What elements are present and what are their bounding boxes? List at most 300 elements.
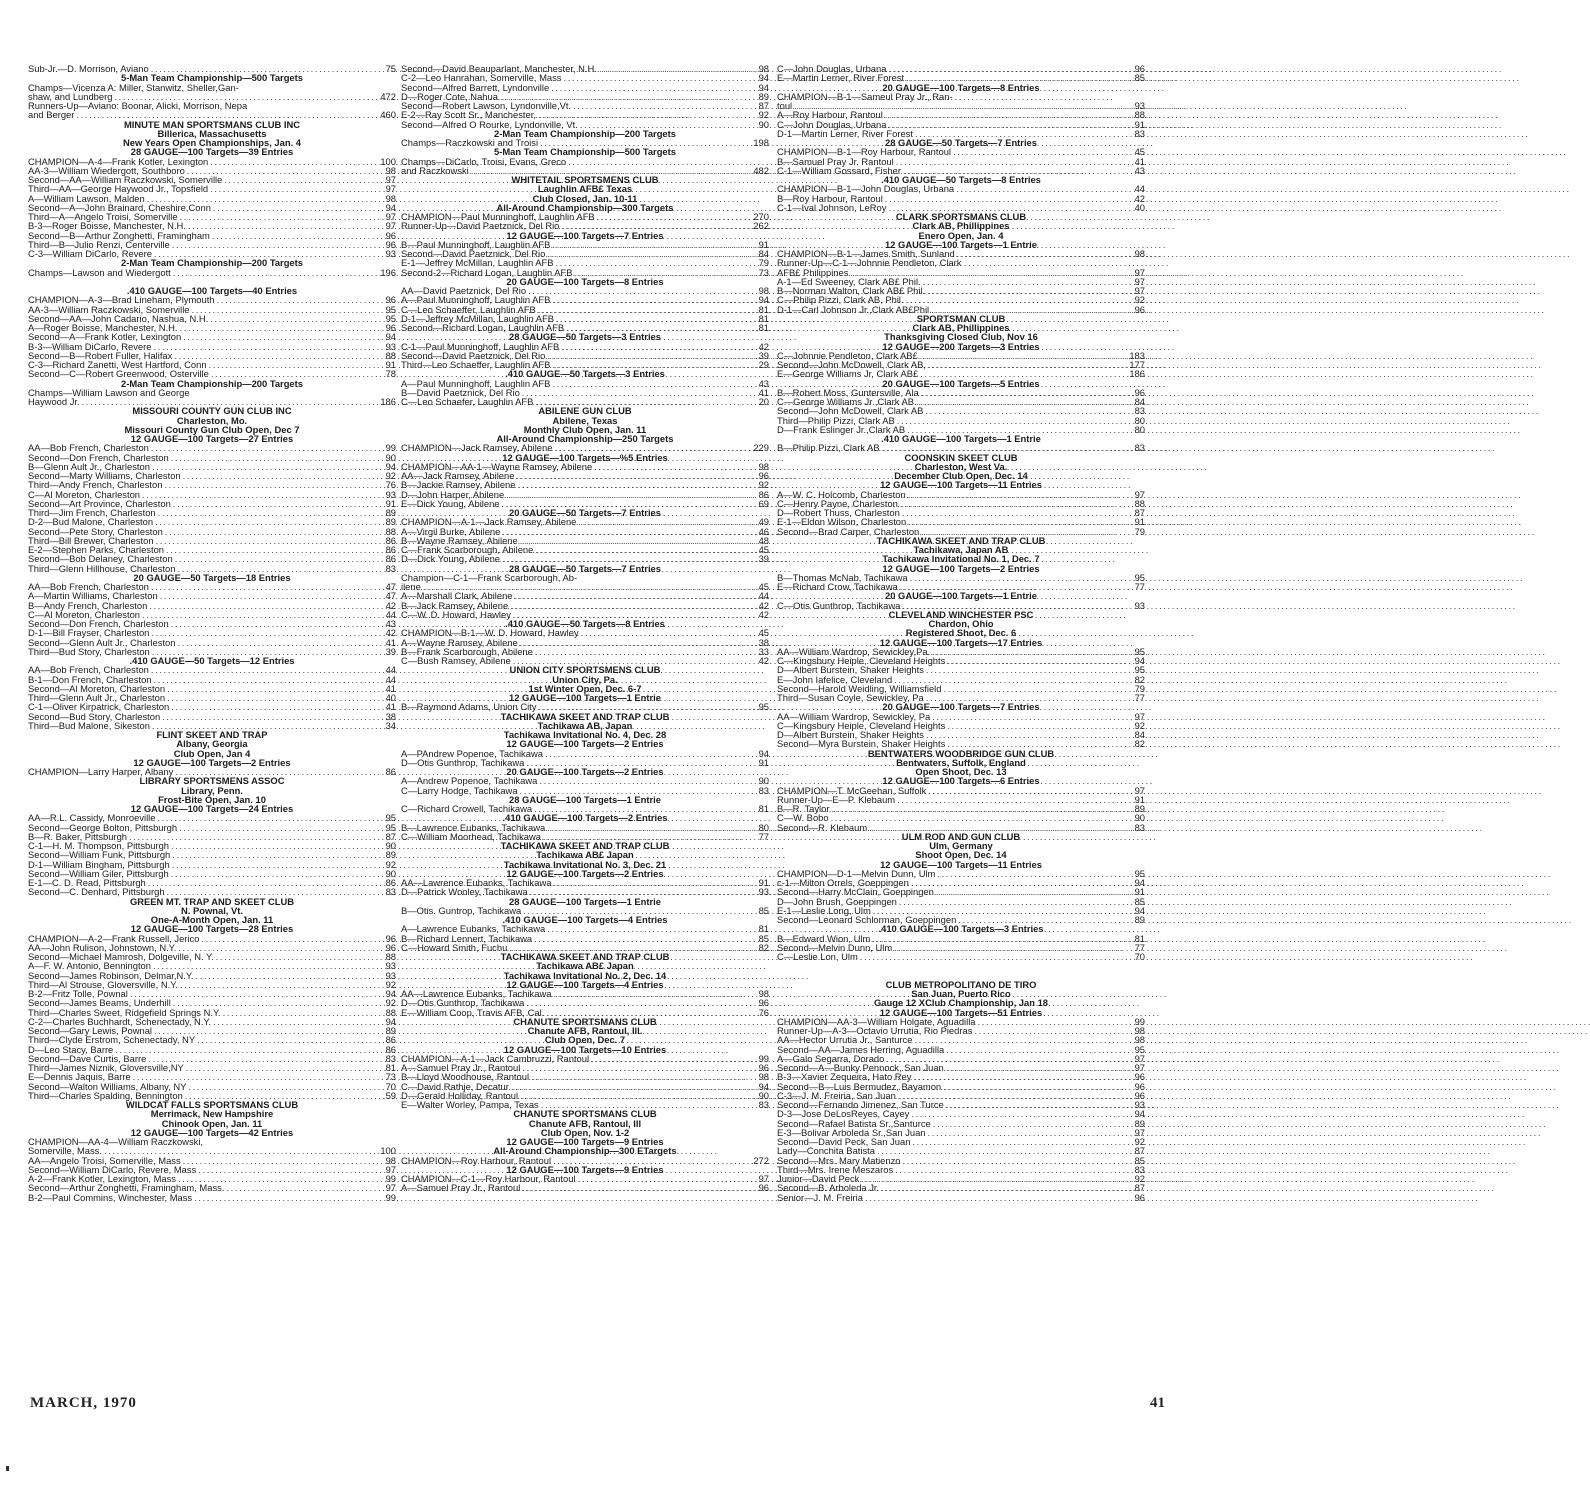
heading-text: Club Open, Dec. 7 [544,1034,626,1046]
heading-text: All-Around Championship—300 Targets [496,201,674,213]
entry-name: Third—Glenn Hillhouse, Charleston [28,562,176,574]
entry-score: 89 [1134,803,1145,814]
entry-score: 97 [1134,710,1145,722]
entry-score: 96 [1134,1080,1145,1092]
entry-score: 93 [385,969,396,981]
entry-name: B-3—Roger Boisse, Manchester, N.H. [28,220,186,232]
entry-name: Champs—William Lawson and George [28,386,190,398]
heading-text: 12 GAUGE—200 Targets—3 Entries [882,340,1040,352]
entry-name: Third—James Niznik, Gloversville,NY [28,1062,184,1073]
entry-name: CHAMPION—Larry Harper, Albany [28,766,174,777]
entry-name: CHAMPION—Jack Ramsey, Abilene [401,442,553,454]
entry-name: Third—Charles Sweet, Ridgefield Springs N.Y. [28,1006,221,1018]
entry-score: 95 [1134,664,1145,676]
entry-score: 85 [1134,72,1145,84]
heading-text: SPORTSMAN CLUB [916,312,1006,324]
entry-name: B-3—Xavier Zequeira, Hato Rey [777,1071,912,1083]
entry-score: 92 [758,479,769,491]
entry-name: C—Howard Smith, Fuchu [401,941,508,953]
entry-name: D-2—Bud Malone, Charleston [28,516,154,528]
entry-name: Second—C—Robert Greenwood, Osterville [28,368,209,380]
entry-name: D—John Brush, Goeppingen [777,895,897,907]
entry-name: Second—Mrs. Mary Matienzo [777,1154,901,1166]
entry-score: 94 [385,201,396,213]
entry-score: 88 [385,951,396,962]
entry-score: 94 [385,1015,396,1027]
entry-score: 186 [380,396,396,407]
heading-text: 28 GAUGE—50 Targets—3 Entries [509,331,661,343]
entry-name: E-1—Jeffrey McMillan, Laughlin AFB [401,257,554,269]
entry-name: A—Lawrence Eubanks, Tachikawa [401,923,546,935]
heading-text: BENTWATERS WOODBRIDGE GUN CLUB [867,747,1055,759]
entry-score: 95 [385,312,396,324]
entry-name: Second—Arthur Zonghetti, Framingham, Mass. [28,1182,225,1194]
entry-score: 97 [385,220,396,232]
entry-score: 99 [758,1052,769,1064]
entry-score: 96 [385,229,396,241]
entry-score: 94 [758,1080,769,1092]
entry-score: 96 [1134,1191,1145,1203]
entry-score: 45 [1134,146,1145,158]
entry-score: 43 [385,618,396,629]
entry-score: 92 [1134,1173,1145,1184]
entry-name: C-1—William Gossard, Fisher [777,164,901,176]
entry-score: 91 [1134,886,1145,898]
entry-name: E-2—Ray Scott Sr., Manchester, [401,109,536,121]
entry-name: Second—Marty Williams, Charleston [28,470,181,481]
entry-name: Third—Glenn Ault Jr., Charleston [28,692,166,703]
entry-score: 94 [1134,655,1145,666]
entry-name: Third—A—Angelo Troisi, Somerville [28,211,178,222]
entry-name: Second—Pete Story, Charleston [28,525,163,537]
entry-name: Second—Leonard Schlorman, Goeppingen [777,914,957,925]
entry-score: 89 [385,1025,396,1036]
entry-score: 92 [385,978,396,990]
heading-text: GREEN MT. TRAP AND SKEET CLUB [129,895,295,907]
entry-score: 95 [385,812,396,824]
heading-text: Club Closed, Jan. 10-11 [532,192,638,204]
entry-name: C—Kingsbury Heiple, Cleveland Heights [777,655,946,666]
entry-name: Third—Charles Spalding, Bennington [28,1089,183,1101]
entry-score: 41 [758,386,769,398]
entry-name: B—Edward Wion, Ulm [777,932,871,944]
entry-name: CHAMPION—B-1—W. D. Howard, Hawley [401,627,579,639]
entry-name: B—Paul Munninghoff, Laughlin AFB [401,238,551,250]
entry-score: 90 [385,840,396,851]
entry-score: 86 [385,534,396,546]
entry-score: 78 [385,368,396,380]
entry-name: AA—John Rulison, Johnstown, N.Y. [28,941,177,953]
entry-score: 42 [758,655,769,666]
entry-score: 96 [385,322,396,333]
entry-score: 83 [385,562,396,574]
heading-text: 5-Man Team Championship—500 Targets [121,72,303,84]
entry-score: 97 [1134,784,1145,796]
entry-name: CHAMPION—Paul Munninghoff, Laughlin AFB [401,211,595,222]
entry-name: D—Patrick Wooley, Tachikawa [401,886,528,898]
entry-score: 99 [385,1191,396,1203]
entry-name: B—Philip Pizzi, Clark AB [777,442,880,454]
entry-score: 96 [1134,63,1145,74]
entry-name: shaw, and Lundberg [28,90,113,102]
entry-score: 196 [380,266,396,278]
entry-score: 81 [758,312,769,324]
entry-score: 91 [758,877,769,888]
entry-name: Second—Rafael Batista Sr.,Santurce [777,1117,931,1129]
entry-score: 91 [1134,516,1145,528]
heading-text: N. Pownal, Vt. [181,904,243,916]
entry-score: 92 [385,997,396,1009]
heading-text: 5-Man Team Championship—500 Targets [494,146,676,158]
entry-name: Second—Glenn Ault Jr., Charleston [28,636,176,648]
entry-name: AA—William Wardrop, Sewickley, Pa [777,710,931,722]
entry-score: 87 [1134,1145,1145,1157]
entry-score: 38 [758,636,769,648]
entry-name: and Raczkowski [401,164,469,176]
entry-name: B—Frank Scarborough, Abilene [401,645,533,657]
entry-score: 43 [1134,164,1145,176]
entry-name: E-1—Leslie Long, Ulm [777,904,871,916]
entry-name: C—David Rathje, Decatur [401,1080,509,1092]
entry-score: 39 [758,349,769,361]
entry-name: B—David Paetznick, Del Rio [401,386,520,398]
entry-score: 100 [380,1145,396,1157]
heading-text: Billerica, Massachusetts [157,127,267,139]
entry-score: 93 [1134,599,1145,611]
heading-text: Tachikawa Invitational No. 3, Dec. 21 [503,858,667,870]
entry-score: 89 [385,849,396,861]
result-entry [401,1183,769,1192]
entry-name: B—Otis. Guntrop, Tachikawa [401,904,522,916]
entry-score: 99 [385,1173,396,1184]
heading-text: 12 GAUGE—100 Targets—28 Entries [130,923,294,935]
entry-score: 93 [1134,100,1145,111]
dot-leader [194,1193,372,1202]
entry-score: 97 [385,1182,396,1194]
entry-score: 42 [385,599,396,611]
entry-name: Second—Myra Burstein, Shaker Heights [777,738,946,750]
entry-score: 86 [385,1034,396,1046]
entry-name: Second—Brad Carper, Charleston [777,525,920,537]
entry-name: C-2—Charles Buchhardt, Schenectady, N.Y. [28,1015,212,1027]
entry-score: 84 [1134,729,1145,740]
entry-score: 95 [1134,645,1145,657]
heading-text: Shoot Open, Dec. 14 [915,849,1007,861]
entry-name: B—Richard Lennert, Tachikawa [401,932,533,944]
entry-name: Second—David Beauparlant, Manchester, N.H. [401,63,597,74]
entry-score: 41 [1134,155,1145,167]
heading-text: 2-Man Team Championship—200 Targets [121,257,303,269]
dot-leader [860,952,1121,961]
entry-name: Champs—DiCarlo, Troisi, Evans, Greco [401,155,567,167]
heading-text: Chanute AFB, Rantoul, Ill. [527,1025,643,1036]
entry-name: Champs—Vicenza A: Miller, Stanwitz, Sheller,Gan- [28,81,239,93]
entry-name: AA-3—William Wiedergott, Southboro [28,164,185,176]
entry-name: B—Roy Harbour, Rantoul [777,192,883,204]
entry-score: 81 [1134,932,1145,944]
entry-name: Third—Bud Story, Charleston [28,645,150,657]
entry-name: D—Robert Thuss, Charleston [777,507,900,518]
entry-name: E—Richard Crow, Tachikawa [777,581,898,592]
heading-text: Clark AB, Phillippines [912,220,1010,232]
heading-text: 12 GAUGE—100 Targets—2 Entries [506,738,664,750]
entry-name: Second—William Funk, Pittsburgh [28,849,171,861]
entry-score: 96 [758,470,769,481]
entry-score: 77 [758,830,769,842]
entry-name: Third—Al Strouse, Gloversville, N.Y. [28,978,178,990]
entry-name: Sub-Jr.—D. Morrison, Aviano [28,63,149,74]
entry-score: 86 [385,877,396,888]
entry-score: 45 [758,544,769,555]
heading-text: 12 GAUGE—100 Targets—9 Entries [506,1136,664,1147]
result-entry [28,1193,396,1202]
entry-name: C—W. Bobo [777,812,829,824]
entry-name: A—Roy Harbour, Rantoul [777,109,883,121]
entry-score: 44 [758,590,769,602]
entry-name: D—Dick Young, Abilene [401,553,501,565]
entry-score: 92 [1134,719,1145,731]
entry-score: 95 [1134,571,1145,583]
entry-name: B—Raymond Adams, Union City [401,701,537,713]
entry-name: Second—Fernando Jimenez, San Turce [777,1099,944,1110]
entry-name: E—Walter Worley, Pampa, Texas [401,1099,539,1110]
entry-name: c-1—Milton Orrels, Goeppingen [777,877,909,888]
entry-score: 87 [1134,1182,1145,1194]
entry-name: CHAMPION—A-1—Jack Ramsey, Abilene [401,516,577,528]
entry-score: 97 [385,174,396,185]
entry-score: 98 [758,460,769,472]
entry-score: 86 [758,488,769,500]
entry-score: 86 [385,553,396,565]
entry-score: 96 [385,941,396,953]
entry-score: 42 [1134,192,1145,204]
heading-text: 12 GAUGE—100 Targets—10 Entries [503,1043,667,1055]
entry-name: D—Leo Stacy, Barre [28,1043,114,1055]
entry-name: B—Norman Walton, Clark AB£ Phil. [777,285,926,296]
entry-name: Second—AA—William Raczkowski, Somerville [28,174,223,185]
entry-name: E-3—Bolivar Arboleda Sr.,San Juan [777,1126,926,1138]
entry-score: 100 [380,155,396,167]
heading-text: Club Open, Jan 4 [173,747,251,759]
entry-name: B-1—Don French, Charleston [28,673,152,685]
entry-score: 82 [1134,738,1145,750]
entry-name: C—Al Moreton, Charleston [28,608,141,620]
entry-name: Second—William Giler, Pittsburgh [28,867,169,879]
entry-name: E-1—Eldon Wilson, Charleston [777,516,907,528]
heading-text: Tachikawa Invitational No. 4, Dec. 28 [503,729,667,740]
entry-score: 94 [385,988,396,999]
entry-name: Third—Bill Brewer, Charleston [28,534,154,546]
entry-score: 44 [385,608,396,620]
entry-name: E—George Williams Jr, Clark AB£ [777,368,919,380]
entry-name: CHAMPION—D-1—Melvin Dunn, Ulm [777,867,936,879]
entry-score: 88 [1134,497,1145,509]
entry-name: C—Frank Scarborough, Abilene [401,544,534,555]
heading-text: Tachikawa AB, Japan [537,719,633,731]
entry-score: 83 [385,886,396,898]
heading-text: 28 GAUGE—50 Targets—7 Entries [885,137,1037,148]
heading-text: Tachikawa AB£ Japan [536,849,634,861]
heading-text: One-A-Month Open, Jan. 11 [150,914,274,925]
entry-name: Third—Mrs. Irene Meszaros [777,1163,894,1175]
dot-leader [957,249,1121,258]
entry-name: Third—Clyde Erstrom, Schenectady, NY [28,1034,196,1046]
margin-mark [6,1466,9,1471]
entry-name: B—Jack Ramsey, Abilene [401,599,509,611]
heading-text: Tachikawa, Japan AB [913,544,1009,555]
entry-name: AA—Jack Ramsey, Abilene [401,470,515,481]
entry-name: CHAMPION—A-1—Jack Cambruzzi, Rantoul [401,1052,590,1064]
entry-name: A—Andrew Popenoe, Tachikawa [401,775,538,787]
entry-score: 98 [1134,1025,1145,1036]
entry-score: 93 [385,488,396,500]
heading-text: CHANUTE SPORTSMANS CLUB [513,1015,657,1027]
heading-text: New Years Open Championships, Jan. 4 [122,137,301,148]
entry-score: 472 [380,90,396,102]
heading-text: Tachikawa Invitational No. 1, Dec. 7 [882,553,1040,565]
entry-name: AA—R.L. Cassidy, Monroeville [28,812,156,824]
entry-score: 39 [758,553,769,565]
entry-name: AA—William Wardrop, Sewickley,Pa. [777,645,931,657]
entry-name: Third—Jim French, Charleston [28,507,156,518]
page-number: 41 [1150,1395,1165,1411]
entry-score: 93 [1134,1099,1145,1110]
entry-name: C—Kingsbury Heiple, Cleveland Heights [777,719,946,731]
heading-text: 12 GAUGE—100 Targets—11 Entries [880,858,1042,870]
entry-name: Second—Gary Lewis, Pownal [28,1025,153,1036]
heading-text: Enero Open, Jan. 4 [918,229,1004,241]
entry-score: 41 [385,701,396,713]
heading-text: WILDCAT FALLS SPORTSMANS CLUB [125,1099,299,1110]
entry-score: 95 [758,701,769,713]
entry-name: C—Leslie Lon, Ulm [777,951,858,962]
entry-score: 81 [758,303,769,315]
entry-score: 46 [758,525,769,537]
entry-score: 85 [1134,895,1145,907]
entry-name: C—William Moorhead, Tachikawa [401,830,541,842]
entry-name: ilene [401,581,421,592]
entry-score: 48 [758,534,769,546]
entry-name: D—Otis Gunthrop, Tachikawa [401,756,525,768]
entry-score: 79 [758,257,769,269]
heading-text: Albany, Georgia [176,738,248,750]
result-entry [28,268,396,277]
entry-name: D—John Harper, Abilene [401,488,505,500]
entry-name: D—Otis Gunthrop, Tachikawa [401,997,525,1009]
entry-name: CHAMPION—AA-3—William Holgate, Aguadilla [777,1015,976,1027]
entry-name: Third—AA—George Haywood Jr., Topsfield [28,183,209,195]
entry-name: A—Paul Munninghoff, Laughlin AFB [401,294,551,306]
heading-text: 12 GAUGE—100 Targets—2 Entries [882,562,1040,574]
entry-score: 40 [1134,201,1145,213]
entry-score: 97 [1134,285,1145,296]
entry-score: 41 [385,636,396,648]
entry-score: 91 [758,238,769,250]
blank-line [777,961,1145,970]
heading-text: Tachikawa Invitational No. 2, Dec. 14 [503,969,667,981]
entry-score: 41 [385,682,396,694]
entry-name: Third—Susan Coyle, Sewickley, Pa [777,692,924,703]
entry-name: Second—B—Luis Bermudez, Bayamon [777,1080,942,1092]
entry-score: 33 [758,645,769,657]
heading-text: Abilene, Texas [552,414,618,426]
heading-text: Thanksgiving Closed Club, Nov 16 [884,331,1038,343]
entry-name: Second—A—Bunky Pennock, San Juan [777,1062,944,1073]
entry-score: 44 [1134,183,1145,195]
entry-name: A—Paul Munninghoff, Laughlin AFB [401,377,551,389]
entry-name: C—W. D. Howard, Hawley [401,608,511,620]
entry-name: E—William Coop, Travis AFB, Cal. [401,1006,545,1018]
entry-score: 98 [1134,1034,1145,1046]
entry-score: 91 [385,359,396,370]
entry-name: CHAMPION—B-1—Roy Harbour, Rantoul [777,146,952,158]
entry-score: 97 [1134,1126,1145,1138]
entry-score: 99 [1134,1015,1145,1027]
entry-score: 88 [385,349,396,361]
entry-name: D-1—William Bingham, Pittsburgh [28,858,170,870]
entry-name: Second—David Paetznick, Del Rio [401,248,546,259]
entry-name: AA—David Paetznick, Del Rio [401,285,527,296]
entry-name: D—Albert Burstein, Shaker Heights [777,729,924,740]
entry-name: B—Lawrence Eubanks, Tachikawa [401,821,546,833]
entry-name: Runner-Up—David Paetznick, Del Rio [401,220,560,232]
entry-score: 29 [758,359,769,370]
entry-score: 96 [1134,1089,1145,1101]
entry-name: Champs—Raczkowski and Troisi [401,137,539,148]
entry-name: Champion—C-1—Frank Scarborough, Ab- [401,571,578,583]
entry-score: 88 [385,1006,396,1018]
entry-score: 91 [1134,793,1145,805]
entry-name: Second—AA—John Cadario, Nashua, N.H. [28,312,209,324]
heading-text: 12 GAUGE—100 Targets—11 Entries [880,479,1042,491]
entry-score: 43 [758,377,769,389]
results-column-3 [777,64,1145,1202]
entry-name: Second—Don French, Charleston [28,451,169,463]
entry-score: 83 [1134,1163,1145,1175]
entry-score: 482 [753,164,769,176]
entry-score: 44 [385,673,396,685]
entry-name: C-1—H. M. Thompson, Pittsburgh [28,840,170,851]
entry-score: 92 [385,858,396,870]
entry-score: 90 [758,775,769,787]
entry-name: Third—Philip Pizzi, Clark AB [777,414,895,426]
entry-name: AA—Hector Urrutia Jr., Santurce [777,1034,913,1046]
entry-name: Senior—J. M. Freiria [777,1191,863,1203]
entry-name: Second—George Bolton, Pittsburgh [28,821,178,833]
entry-name: CHAMPION—B-1—James Smith, Sunland [777,248,955,259]
entry-name: E—Dennis Jaquis, Barre [28,1071,131,1083]
entry-name: E-1—C. D. Read, Pittsburgh [28,877,146,888]
heading-text: 12 GAUGE—100 Targets—27 Entries [130,433,294,444]
heading-text: 28 GAUGE—100 Targets—39 Entries [130,146,294,158]
heading-text: Tachikawa AB£ Japan [536,960,634,972]
entry-score: 95 [385,303,396,315]
entry-name: AA—Bob French, Charleston [28,664,149,676]
entry-name: AA—Angelo Troisi, Somerville, Mass [28,1154,181,1166]
entry-name: B—Thomas McNab, Tachikawa [777,571,908,583]
entry-score: 83 [1134,405,1145,417]
entry-score: 94 [385,331,396,343]
entry-name: Second—James Robinson, Delmar,N.Y. [28,969,194,981]
entry-name: Runner-Up—A-3—Octavio Urrutia, Rio Piedras [777,1025,973,1036]
entry-score: 96 [1134,386,1145,398]
entry-name: B—Robert Moss, Guntersville, Ala [777,386,919,398]
heading-text: .410 GAUGE—50 Targets—12 Entries [129,655,295,666]
heading-text: 1st Winter Open, Dec. 6-7 [528,682,642,694]
entry-name: C—Johnnie Pendleton, Clark AB£ [777,349,918,361]
entry-score: 98 [758,63,769,74]
heading-text: Gauge 12 XClub Championship, Jan 18 [874,997,1048,1009]
